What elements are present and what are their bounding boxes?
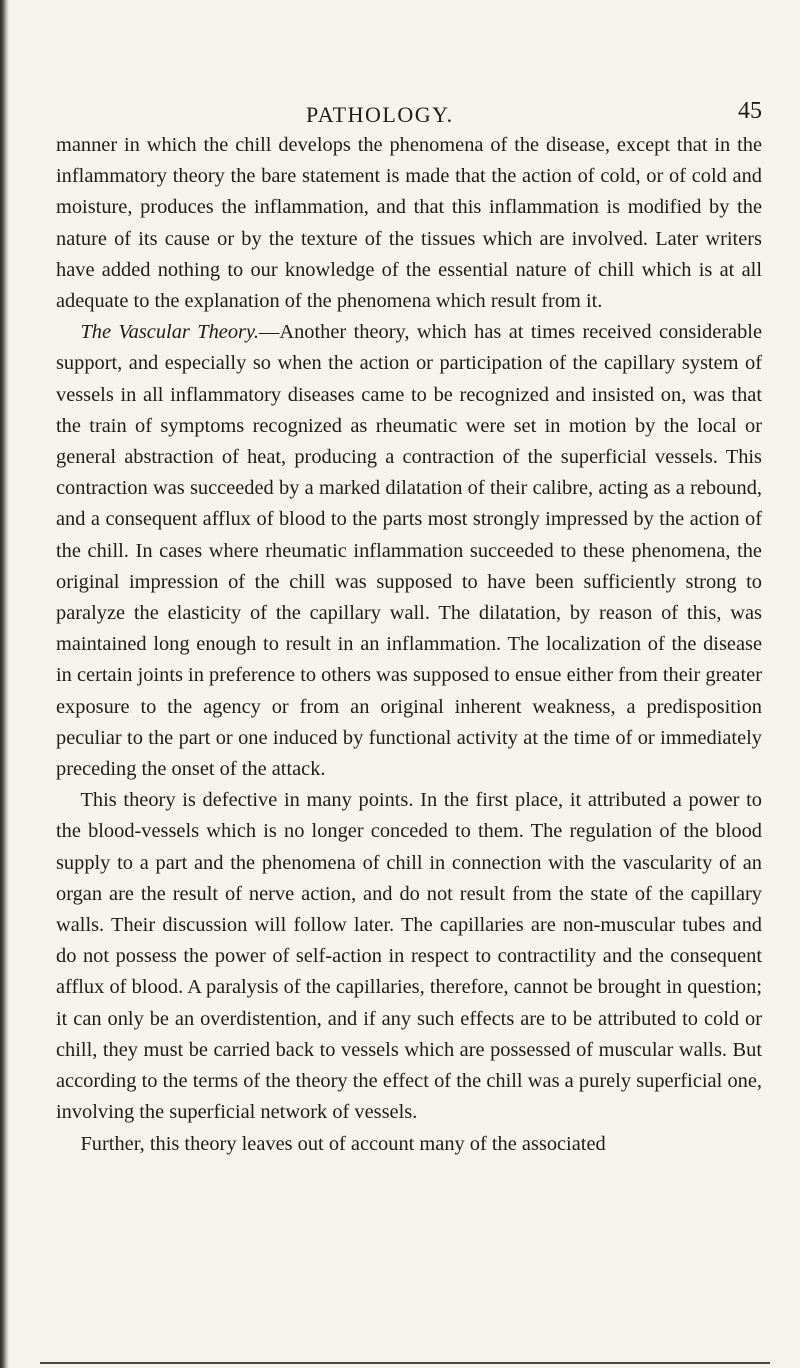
bottom-rule [40, 1362, 770, 1364]
paragraph-text: —Another theory, which has at times received considerable support, and especially so when the action or participation of the capillary system of vessels in all inflammatory diseases came to be recognized and insisted on, was that the train of symptoms recognized as rheumatic were set in motion by the local or general abstraction of heat, producing a contraction of the superficial vessels. This contraction was succeeded by a marked dilatation of their calibre, acting as a rebound, and a consequent afflux of blood to the parts most strongly impressed by the action of the chill. In cases where rheumatic inflammation succeeded to these phenomena, the original impression of the chill was supposed to have been sufficiently strong to paralyze the elasticity of the capillary wall. The dilatation, by reason of this, was maintained long enough to result in an inflammation. The localization of the disease in certain joints in preference to others was supposed to ensue either from their greater exposure to the agency or from an original inherent weakness, a predisposition peculiar to the part or one induced by functional activity at the time of or immediately preceding the onset of the attack. [56, 321, 762, 781]
paragraph-defects: This theory is defective in many points. In the first place, it attributed a power to the blood-vessels which is no longer conceded to them. The regulation of the blood supply to a part and the phenomena of chill in connection with the vascularity of an organ are the result of nerve action, and do not result from the state of the capillary walls. Their discussion will follow later. The capillaries are non-muscular tubes and do not possess the power of self-action in respect to contractility and the consequent afflux of blood. A paralysis of the capillaries, therefore, cannot be brought in question; it can only be an overdistention, and if any such effects are to be attributed to cold or chill, they must be carried back to vessels which are possessed of muscular walls. But according to the terms of the theory the effect of the chill was a purely superficial one, involving the superficial network of vessels. [56, 789, 762, 1124]
paragraph-continuation: manner in which the chill develops the phenomena of the disease, except that in the inflammatory theory the bare statement is made that the action of cold, or of cold and moisture, produces the inflammation, and that this inflammation is modified by the nature of its cause or by the texture of the tissues which are involved. Later writers have added nothing to our knowledge of the essential nature of chill which is at all adequate to the explanation of the phenomena which result from it. [56, 134, 762, 313]
paragraph-further: Further, this theory leaves out of account many of the associated [80, 1132, 606, 1155]
section-title: The Vascular Theory. [80, 321, 259, 344]
page-binding-edge [0, 0, 9, 1368]
running-head [56, 98, 762, 130]
paragraph-vascular-theory [56, 317, 762, 785]
body-text [56, 130, 762, 1160]
running-title: PATHOLOGY. [306, 102, 454, 127]
book-page [56, 98, 762, 1160]
page-number: 45 [738, 98, 762, 124]
